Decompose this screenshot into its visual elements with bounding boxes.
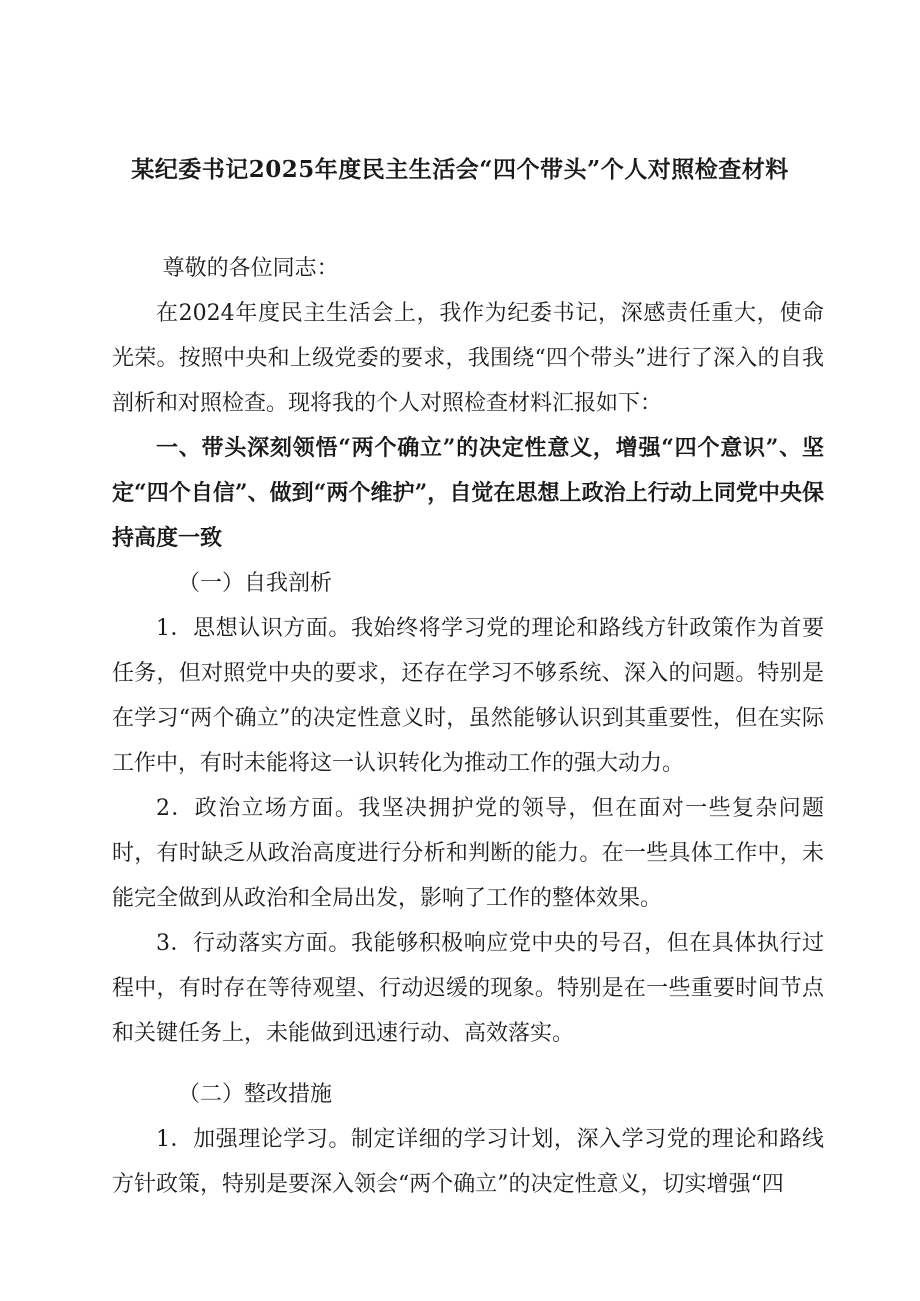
paragraph-political-stance: 2．政治立场方面。我坚决拥护党的领导，但在面对一些复杂问题时，有时缺乏从政治高度进行分析和判断的能力。在一些具体工作中，未能完全做到从政治和全局出发，影响了工作的整体效果。: [112, 796, 824, 911]
section-heading-1: 一、带头深刻领悟“两个确立”的决定性意义，增强“四个意识”、坚定“四个自信”、做到“两个维护”，自觉在思想上政治上行动上同党中央保持高度一致: [112, 435, 824, 551]
document-body: [112, 246, 824, 1207]
subsection-heading-self-analysis: （一）自我剖析: [178, 571, 333, 596]
paragraph-ideological-understanding: 1．思想认识方面。我始终将学习党的理论和路线方针政策作为首要任务，但对照党中央的要求，还存在学习不够系统、深入的问题。特别是在学习“两个确立”的决定性意义时，虽然能够认识到其重要性，但在实际工作中，有时未能将这一认识转化为推动工作的强大动力。: [112, 616, 824, 776]
salutation: 尊敬的各位同志：: [162, 256, 339, 281]
paragraph-strengthen-theory-study: 1．加强理论学习。制定详细的学习计划，深入学习党的理论和路线方针政策，特别是要深入领会“两个确立”的决定性意义，切实增强“四: [112, 1127, 824, 1197]
paragraph-action-implementation: 3．行动落实方面。我能够积极响应党中央的号召，但在具体执行过程中，有时存在等待观望、行动迟缓的现象。特别是在一些重要时间节点和关键任务上，未能做到迅速行动、高效落实。: [112, 931, 824, 1046]
subsection-heading-rectification: （二）整改措施: [178, 1082, 333, 1107]
intro-paragraph: 在2024年度民主生活会上，我作为纪委书记，深感责任重大，使命光荣。按照中央和上级党委的要求，我围绕“四个带头”进行了深入的自我剖析和对照检查。现将我的个人对照检查材料汇报如下：: [112, 301, 824, 416]
document-title: 某纪委书记2025年度民主生活会“四个带头”个人对照检查材料: [131, 156, 789, 183]
